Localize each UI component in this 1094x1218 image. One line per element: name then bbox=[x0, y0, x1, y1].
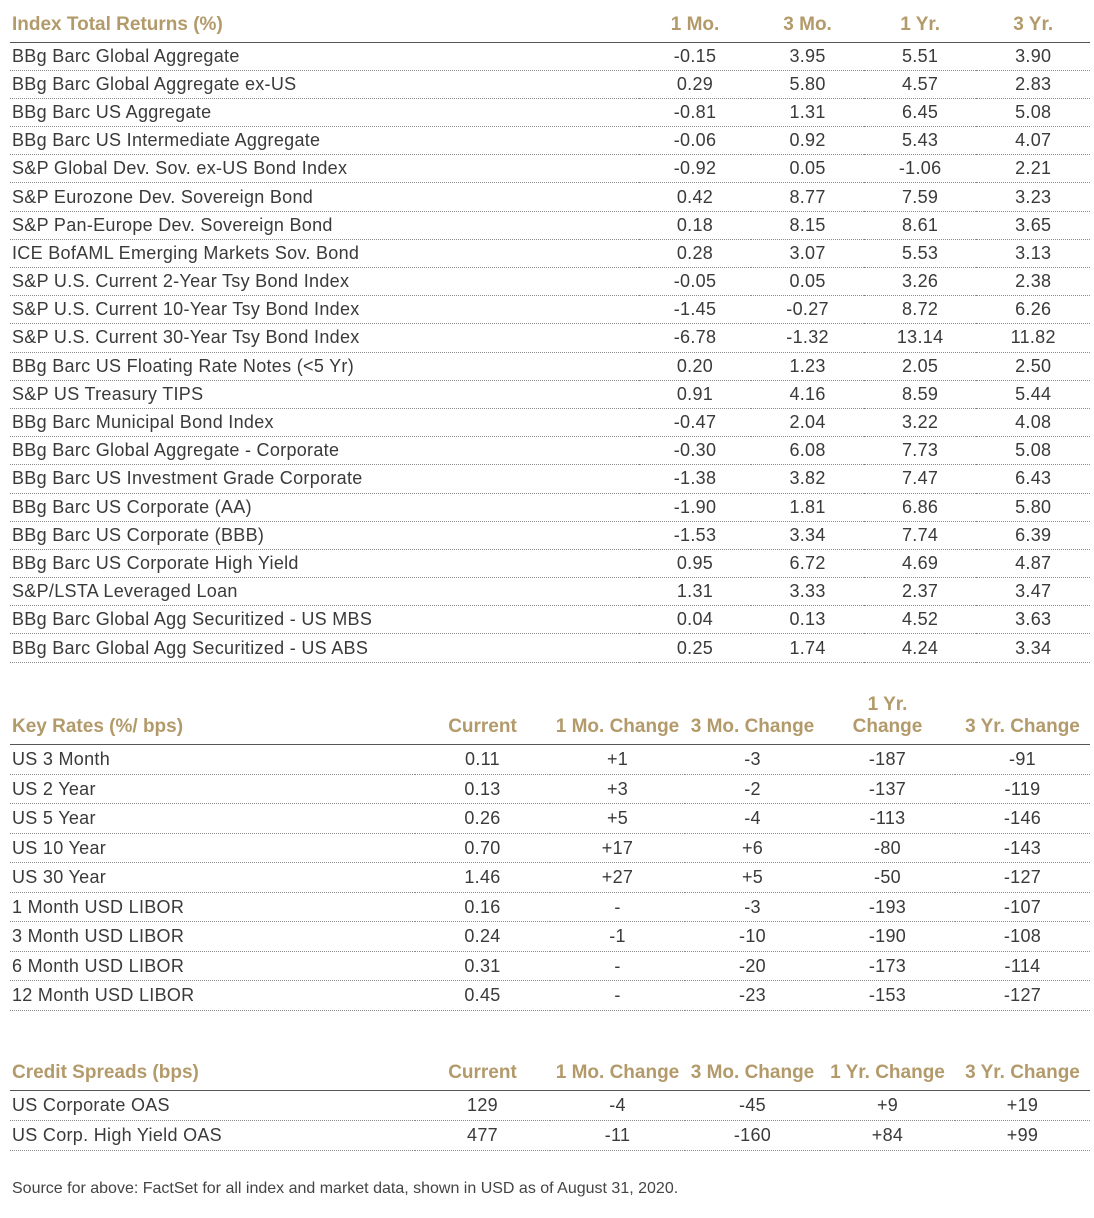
row-label: BBg Barc Global Aggregate bbox=[10, 42, 639, 70]
column-header: 3 Mo. Change bbox=[685, 694, 820, 745]
column-header bbox=[820, 694, 955, 745]
table-cell: -127 bbox=[955, 981, 1090, 1011]
table-row bbox=[10, 1090, 1090, 1120]
table-row bbox=[10, 1120, 1090, 1150]
table-cell: 5.80 bbox=[751, 70, 864, 98]
table-cell: 3.23 bbox=[976, 183, 1090, 211]
table-cell: 3.22 bbox=[864, 408, 977, 436]
row-label: BBg Barc US Aggregate bbox=[10, 98, 639, 126]
table-row bbox=[10, 606, 1090, 634]
table-cell: 3.63 bbox=[976, 606, 1090, 634]
row-label: BBg Barc Global Aggregate ex-US bbox=[10, 70, 639, 98]
source-note: Source for above: FactSet for all index and market data, shown in USD as of August 31, 2020. bbox=[12, 1180, 679, 1197]
table-cell: +19 bbox=[955, 1090, 1090, 1120]
table-cell: -0.06 bbox=[639, 127, 752, 155]
table-cell: 3.34 bbox=[751, 521, 864, 549]
table-cell: +9 bbox=[820, 1090, 955, 1120]
table-cell: 0.16 bbox=[415, 892, 550, 922]
row-label: S&P Pan-Europe Dev. Sovereign Bond bbox=[10, 211, 639, 239]
table-cell: -107 bbox=[955, 892, 1090, 922]
table-cell: -0.05 bbox=[639, 268, 752, 296]
column-header: 3 Mo. Change bbox=[685, 1052, 820, 1090]
table-cell: 0.05 bbox=[751, 268, 864, 296]
table-cell: 1.74 bbox=[751, 634, 864, 662]
table-cell: +99 bbox=[955, 1120, 1090, 1150]
row-label: S&P U.S. Current 10-Year Tsy Bond Index bbox=[10, 296, 639, 324]
credit-spreads-table bbox=[10, 1052, 1090, 1151]
table-row bbox=[10, 211, 1090, 239]
table-row bbox=[10, 408, 1090, 436]
table-cell: -2 bbox=[685, 774, 820, 804]
table-cell: 5.08 bbox=[976, 98, 1090, 126]
table-row bbox=[10, 465, 1090, 493]
row-label: US 5 Year bbox=[10, 804, 415, 834]
table-cell: -1.45 bbox=[639, 296, 752, 324]
table-cell: -146 bbox=[955, 804, 1090, 834]
key-rates-table bbox=[10, 694, 1090, 1011]
table-row bbox=[10, 833, 1090, 863]
table-cell: -3 bbox=[685, 745, 820, 775]
table-cell: 6.39 bbox=[976, 521, 1090, 549]
table-cell: 0.45 bbox=[415, 981, 550, 1011]
table-cell: 0.25 bbox=[639, 634, 752, 662]
table-cell: -80 bbox=[820, 833, 955, 863]
table-cell: -45 bbox=[685, 1090, 820, 1120]
table-cell: 2.04 bbox=[751, 408, 864, 436]
key-rates-header-row bbox=[10, 694, 1090, 745]
row-label: 1 Month USD LIBOR bbox=[10, 892, 415, 922]
table-row bbox=[10, 578, 1090, 606]
table-row bbox=[10, 268, 1090, 296]
table-cell: 6.72 bbox=[751, 549, 864, 577]
table-cell: 13.14 bbox=[864, 324, 977, 352]
table-cell: 0.13 bbox=[415, 774, 550, 804]
table-cell: 6.86 bbox=[864, 493, 977, 521]
table-cell: 11.82 bbox=[976, 324, 1090, 352]
table-cell: +17 bbox=[550, 833, 685, 863]
table-row bbox=[10, 922, 1090, 952]
table-cell: 5.08 bbox=[976, 437, 1090, 465]
row-label: US 30 Year bbox=[10, 863, 415, 893]
table-cell: 4.87 bbox=[976, 549, 1090, 577]
table-cell: -91 bbox=[955, 745, 1090, 775]
credit-spreads-header-row bbox=[10, 1052, 1090, 1090]
index-returns-header-row bbox=[10, 8, 1090, 42]
table-cell: 4.16 bbox=[751, 380, 864, 408]
key-rates-title: Key Rates (%/ bps) bbox=[10, 694, 415, 745]
table-cell: 3.33 bbox=[751, 578, 864, 606]
table-cell: -119 bbox=[955, 774, 1090, 804]
table-cell: -137 bbox=[820, 774, 955, 804]
table-cell: 129 bbox=[415, 1090, 550, 1120]
table-cell: -143 bbox=[955, 833, 1090, 863]
table-cell: 1.31 bbox=[639, 578, 752, 606]
table-cell: 8.61 bbox=[864, 211, 977, 239]
row-label: S&P US Treasury TIPS bbox=[10, 380, 639, 408]
table-cell: 0.31 bbox=[415, 951, 550, 981]
table-cell: +5 bbox=[685, 863, 820, 893]
table-cell: 3.65 bbox=[976, 211, 1090, 239]
table-row bbox=[10, 239, 1090, 267]
row-label: US Corp. High Yield OAS bbox=[10, 1120, 415, 1150]
table-row bbox=[10, 745, 1090, 775]
table-cell: 3.82 bbox=[751, 465, 864, 493]
table-cell: -113 bbox=[820, 804, 955, 834]
table-cell: -1 bbox=[550, 922, 685, 952]
column-header: 3 Yr. Change bbox=[955, 694, 1090, 745]
index-returns-table bbox=[10, 8, 1090, 663]
table-cell: 0.91 bbox=[639, 380, 752, 408]
table-cell: 6.08 bbox=[751, 437, 864, 465]
table-row bbox=[10, 981, 1090, 1011]
table-row bbox=[10, 863, 1090, 893]
table-cell: 4.69 bbox=[864, 549, 977, 577]
table-cell: 4.52 bbox=[864, 606, 977, 634]
table-cell: -127 bbox=[955, 863, 1090, 893]
table-row bbox=[10, 380, 1090, 408]
table-cell: -1.06 bbox=[864, 155, 977, 183]
table-cell: 8.15 bbox=[751, 211, 864, 239]
table-cell: 6.45 bbox=[864, 98, 977, 126]
table-row bbox=[10, 70, 1090, 98]
table-row bbox=[10, 98, 1090, 126]
column-header: Current bbox=[415, 1052, 550, 1090]
row-label: BBg Barc Global Agg Securitized - US ABS bbox=[10, 634, 639, 662]
table-cell: -1.32 bbox=[751, 324, 864, 352]
table-row bbox=[10, 127, 1090, 155]
row-label: S&P Eurozone Dev. Sovereign Bond bbox=[10, 183, 639, 211]
table-cell: 1.46 bbox=[415, 863, 550, 893]
table-cell: 477 bbox=[415, 1120, 550, 1150]
row-label: BBg Barc Municipal Bond Index bbox=[10, 408, 639, 436]
table-cell: 8.77 bbox=[751, 183, 864, 211]
table-cell: 7.47 bbox=[864, 465, 977, 493]
table-cell: 0.18 bbox=[639, 211, 752, 239]
row-label: BBg Barc US Intermediate Aggregate bbox=[10, 127, 639, 155]
table-cell: -0.81 bbox=[639, 98, 752, 126]
table-cell: 2.83 bbox=[976, 70, 1090, 98]
table-cell: 4.57 bbox=[864, 70, 977, 98]
table-cell: 0.24 bbox=[415, 922, 550, 952]
column-header: 1 Mo. bbox=[639, 8, 752, 42]
table-cell: 3.95 bbox=[751, 42, 864, 70]
column-header: 1 Yr. bbox=[864, 8, 977, 42]
table-cell: 3.34 bbox=[976, 634, 1090, 662]
table-cell: 0.42 bbox=[639, 183, 752, 211]
table-cell: 7.59 bbox=[864, 183, 977, 211]
row-label: BBg Barc Global Aggregate - Corporate bbox=[10, 437, 639, 465]
table-cell: 2.21 bbox=[976, 155, 1090, 183]
table-cell: -0.27 bbox=[751, 296, 864, 324]
column-header: 1 Mo. Change bbox=[550, 694, 685, 745]
table-cell: 0.95 bbox=[639, 549, 752, 577]
row-label: 6 Month USD LIBOR bbox=[10, 951, 415, 981]
table-cell: 2.37 bbox=[864, 578, 977, 606]
table-cell: -4 bbox=[685, 804, 820, 834]
row-label: BBg Barc US Corporate (AA) bbox=[10, 493, 639, 521]
table-cell: 0.13 bbox=[751, 606, 864, 634]
table-cell: +84 bbox=[820, 1120, 955, 1150]
table-cell: +1 bbox=[550, 745, 685, 775]
column-header: 3 Mo. bbox=[751, 8, 864, 42]
table-cell: 4.24 bbox=[864, 634, 977, 662]
table-cell: -0.92 bbox=[639, 155, 752, 183]
key-rates-body bbox=[10, 745, 1090, 1011]
table-row bbox=[10, 324, 1090, 352]
table-cell: -114 bbox=[955, 951, 1090, 981]
credit-spreads-body bbox=[10, 1090, 1090, 1150]
table-row bbox=[10, 521, 1090, 549]
table-row bbox=[10, 549, 1090, 577]
table-cell: -153 bbox=[820, 981, 955, 1011]
table-cell: 3.07 bbox=[751, 239, 864, 267]
table-cell: -23 bbox=[685, 981, 820, 1011]
row-label: US 2 Year bbox=[10, 774, 415, 804]
table-cell: 4.07 bbox=[976, 127, 1090, 155]
row-label: S&P Global Dev. Sov. ex-US Bond Index bbox=[10, 155, 639, 183]
column-header-line: 1 Yr. Change bbox=[852, 694, 923, 737]
table-cell: -190 bbox=[820, 922, 955, 952]
table-row bbox=[10, 155, 1090, 183]
table-row bbox=[10, 804, 1090, 834]
table-row bbox=[10, 493, 1090, 521]
table-cell: 6.43 bbox=[976, 465, 1090, 493]
row-label: US 10 Year bbox=[10, 833, 415, 863]
table-cell: 4.08 bbox=[976, 408, 1090, 436]
table-cell: 0.20 bbox=[639, 352, 752, 380]
column-header: 3 Yr. bbox=[976, 8, 1090, 42]
table-cell: 8.72 bbox=[864, 296, 977, 324]
table-cell: 6.26 bbox=[976, 296, 1090, 324]
table-cell: - bbox=[550, 981, 685, 1011]
row-label: S&P U.S. Current 2-Year Tsy Bond Index bbox=[10, 268, 639, 296]
table-cell: -10 bbox=[685, 922, 820, 952]
credit-spreads-title: Credit Spreads (bps) bbox=[10, 1052, 415, 1090]
table-cell: +27 bbox=[550, 863, 685, 893]
table-cell: 5.51 bbox=[864, 42, 977, 70]
table-cell: 3.26 bbox=[864, 268, 977, 296]
row-label: 12 Month USD LIBOR bbox=[10, 981, 415, 1011]
table-cell: -20 bbox=[685, 951, 820, 981]
table-cell: 0.70 bbox=[415, 833, 550, 863]
table-cell: 2.38 bbox=[976, 268, 1090, 296]
table-cell: -0.30 bbox=[639, 437, 752, 465]
table-cell: -4 bbox=[550, 1090, 685, 1120]
table-cell: 7.73 bbox=[864, 437, 977, 465]
row-label: S&P/LSTA Leveraged Loan bbox=[10, 578, 639, 606]
table-cell: 3.13 bbox=[976, 239, 1090, 267]
row-label: 3 Month USD LIBOR bbox=[10, 922, 415, 952]
table-cell: +3 bbox=[550, 774, 685, 804]
table-cell: -173 bbox=[820, 951, 955, 981]
column-header: 1 Mo. Change bbox=[550, 1052, 685, 1090]
table-row bbox=[10, 437, 1090, 465]
table-cell: 0.92 bbox=[751, 127, 864, 155]
table-cell: -6.78 bbox=[639, 324, 752, 352]
table-cell: 2.50 bbox=[976, 352, 1090, 380]
row-label: ICE BofAML Emerging Markets Sov. Bond bbox=[10, 239, 639, 267]
table-row bbox=[10, 296, 1090, 324]
table-cell: -11 bbox=[550, 1120, 685, 1150]
table-cell: -0.47 bbox=[639, 408, 752, 436]
row-label: US Corporate OAS bbox=[10, 1090, 415, 1120]
table-row bbox=[10, 774, 1090, 804]
table-cell: 0.11 bbox=[415, 745, 550, 775]
table-cell: -3 bbox=[685, 892, 820, 922]
table-cell: 5.53 bbox=[864, 239, 977, 267]
table-cell: -1.90 bbox=[639, 493, 752, 521]
column-header: 3 Yr. Change bbox=[955, 1052, 1090, 1090]
table-cell: 3.90 bbox=[976, 42, 1090, 70]
index-returns-section bbox=[10, 8, 1090, 663]
row-label: S&P U.S. Current 30-Year Tsy Bond Index bbox=[10, 324, 639, 352]
row-label: US 3 Month bbox=[10, 745, 415, 775]
table-cell: 1.81 bbox=[751, 493, 864, 521]
table-cell: 8.59 bbox=[864, 380, 977, 408]
table-cell: -1.38 bbox=[639, 465, 752, 493]
table-row bbox=[10, 42, 1090, 70]
row-label: BBg Barc US Corporate High Yield bbox=[10, 549, 639, 577]
table-cell: 3.47 bbox=[976, 578, 1090, 606]
table-cell: -0.15 bbox=[639, 42, 752, 70]
table-cell: +6 bbox=[685, 833, 820, 863]
table-cell: 1.23 bbox=[751, 352, 864, 380]
table-cell: 1.31 bbox=[751, 98, 864, 126]
table-cell: -160 bbox=[685, 1120, 820, 1150]
table-cell: -1.53 bbox=[639, 521, 752, 549]
table-row bbox=[10, 634, 1090, 662]
table-cell: 0.29 bbox=[639, 70, 752, 98]
table-row bbox=[10, 183, 1090, 211]
table-cell: 5.80 bbox=[976, 493, 1090, 521]
table-cell: 0.05 bbox=[751, 155, 864, 183]
table-cell: 0.28 bbox=[639, 239, 752, 267]
table-cell: +5 bbox=[550, 804, 685, 834]
table-row bbox=[10, 352, 1090, 380]
table-cell: 7.74 bbox=[864, 521, 977, 549]
table-row bbox=[10, 892, 1090, 922]
row-label: BBg Barc Global Agg Securitized - US MBS bbox=[10, 606, 639, 634]
column-header: 1 Yr. Change bbox=[820, 1052, 955, 1090]
row-label: BBg Barc US Floating Rate Notes (<5 Yr) bbox=[10, 352, 639, 380]
table-cell: 5.44 bbox=[976, 380, 1090, 408]
table-cell: -50 bbox=[820, 863, 955, 893]
table-cell: - bbox=[550, 892, 685, 922]
table-cell: 2.05 bbox=[864, 352, 977, 380]
table-cell: -193 bbox=[820, 892, 955, 922]
table-row bbox=[10, 951, 1090, 981]
table-cell: -187 bbox=[820, 745, 955, 775]
index-returns-title: Index Total Returns (%) bbox=[10, 8, 639, 42]
column-header: Current bbox=[415, 694, 550, 745]
row-label: BBg Barc US Corporate (BBB) bbox=[10, 521, 639, 549]
index-returns-body bbox=[10, 42, 1090, 662]
credit-spreads-section bbox=[10, 1052, 1090, 1151]
table-cell: 5.43 bbox=[864, 127, 977, 155]
table-cell: 0.04 bbox=[639, 606, 752, 634]
table-cell: 0.26 bbox=[415, 804, 550, 834]
row-label: BBg Barc US Investment Grade Corporate bbox=[10, 465, 639, 493]
table-cell: -108 bbox=[955, 922, 1090, 952]
table-cell: - bbox=[550, 951, 685, 981]
key-rates-section bbox=[10, 694, 1090, 1011]
